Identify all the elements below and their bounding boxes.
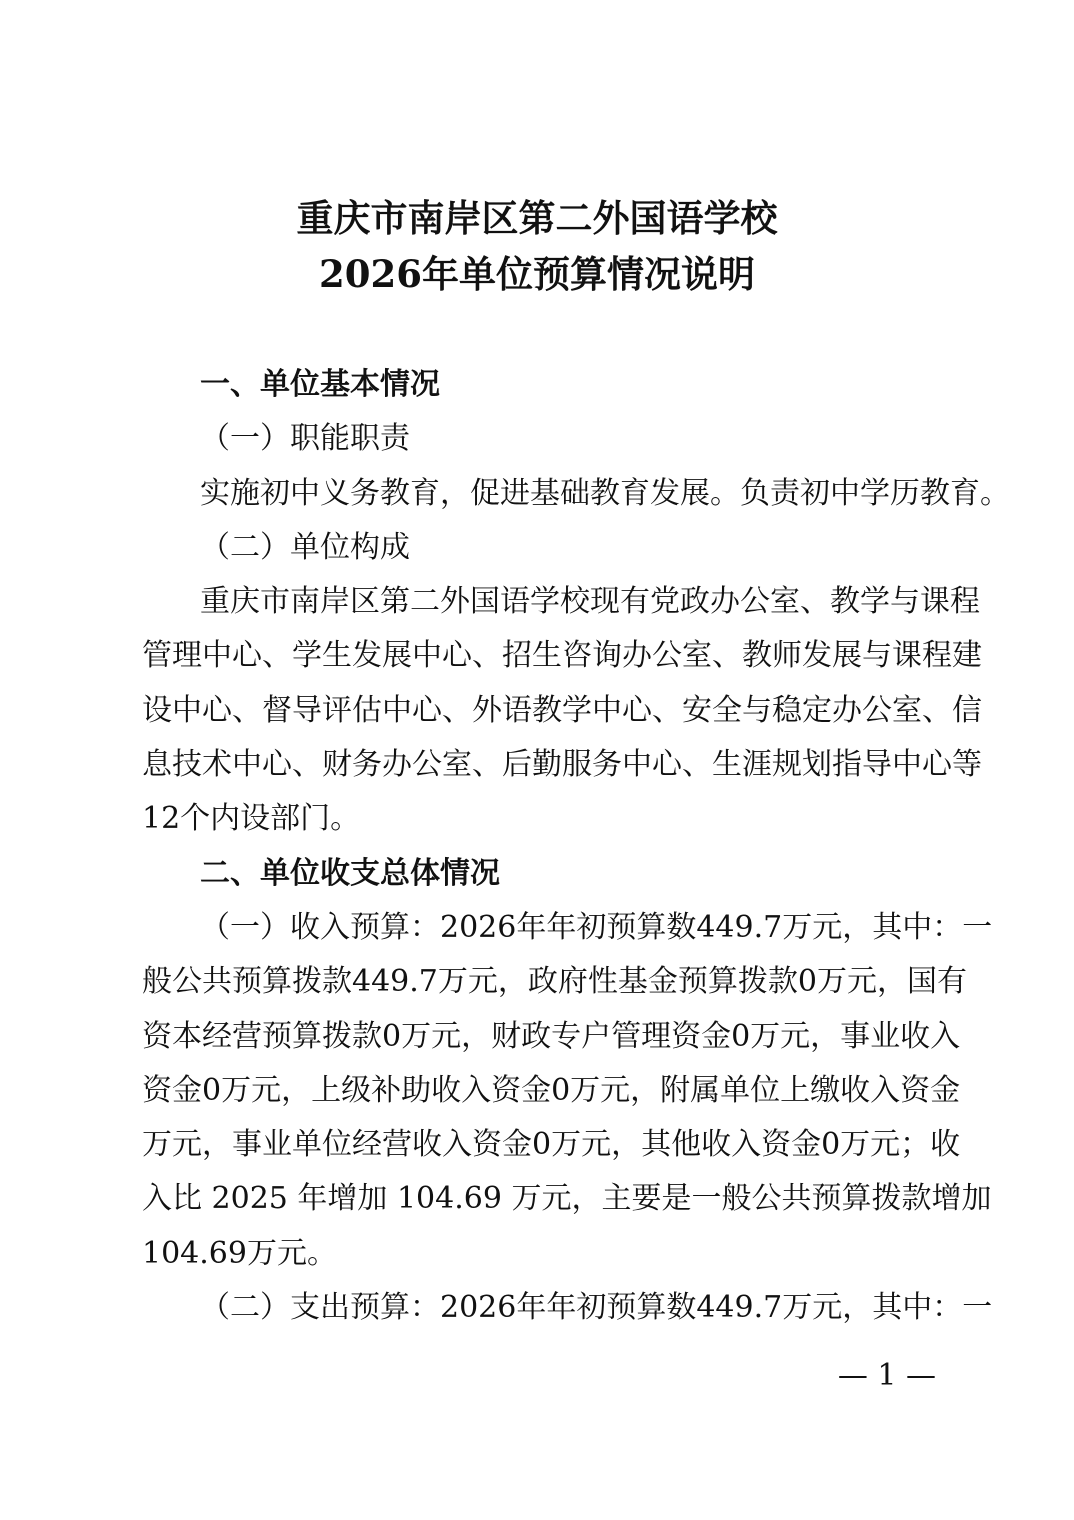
text-line: 资本经营预算拨款0万元，财政专户管理资金0万元，事业收入 [142, 1018, 961, 1054]
section-heading: 一、单位基本情况 [200, 367, 440, 402]
text-line: 万元，事业单位经营收入资金0万元，其他收入资金0万元；收 [142, 1127, 961, 1163]
document-body [142, 358, 1010, 1335]
text-line: 息技术中心、财务办公室、后勤服务中心、生涯规划指导中心等 [142, 747, 982, 783]
text-line: 实施初中义务教育，促进基础教育发展。负责初中学历教育。 [200, 475, 1010, 511]
section-heading: 二、单位收支总体情况 [200, 855, 500, 891]
text-line: （二）支出预算：2026年年初预算数449.7万元，其中：一 [200, 1290, 993, 1326]
text-line: 重庆市南岸区第二外国语学校现有党政办公室、教学与课程 [200, 584, 980, 620]
subsection-heading: （二）单位构成 [200, 529, 410, 565]
page-number: — 1 — [837, 1358, 936, 1393]
document-title-line-2: 2026年单位预算情况说明 [319, 252, 755, 296]
document-title-line-1: 重庆市南岸区第二外国语学校 [296, 196, 778, 240]
text-line: 设中心、督导评估中心、外语教学中心、安全与稳定办公室、信 [142, 692, 982, 728]
text-line: 104.69万元。 [142, 1235, 337, 1271]
text-line: 12个内设部门。 [142, 801, 361, 837]
text-line: 资金0万元，上级补助收入资金0万元，附属单位上缴收入资金 [142, 1072, 961, 1108]
text-line: 管理中心、学生发展中心、招生咨询办公室、教师发展与课程建 [142, 638, 982, 674]
text-line: 般公共预算拨款449.7万元，政府性基金预算拨款0万元，国有 [142, 964, 967, 1000]
subsection-heading: （一）职能职责 [200, 421, 410, 457]
text-line: （一）收入预算：2026年年初预算数449.7万元，其中：一 [200, 909, 993, 945]
text-line: 入比 2025 年增加 104.69 万元，主要是一般公共预算拨款增加 [142, 1181, 992, 1217]
